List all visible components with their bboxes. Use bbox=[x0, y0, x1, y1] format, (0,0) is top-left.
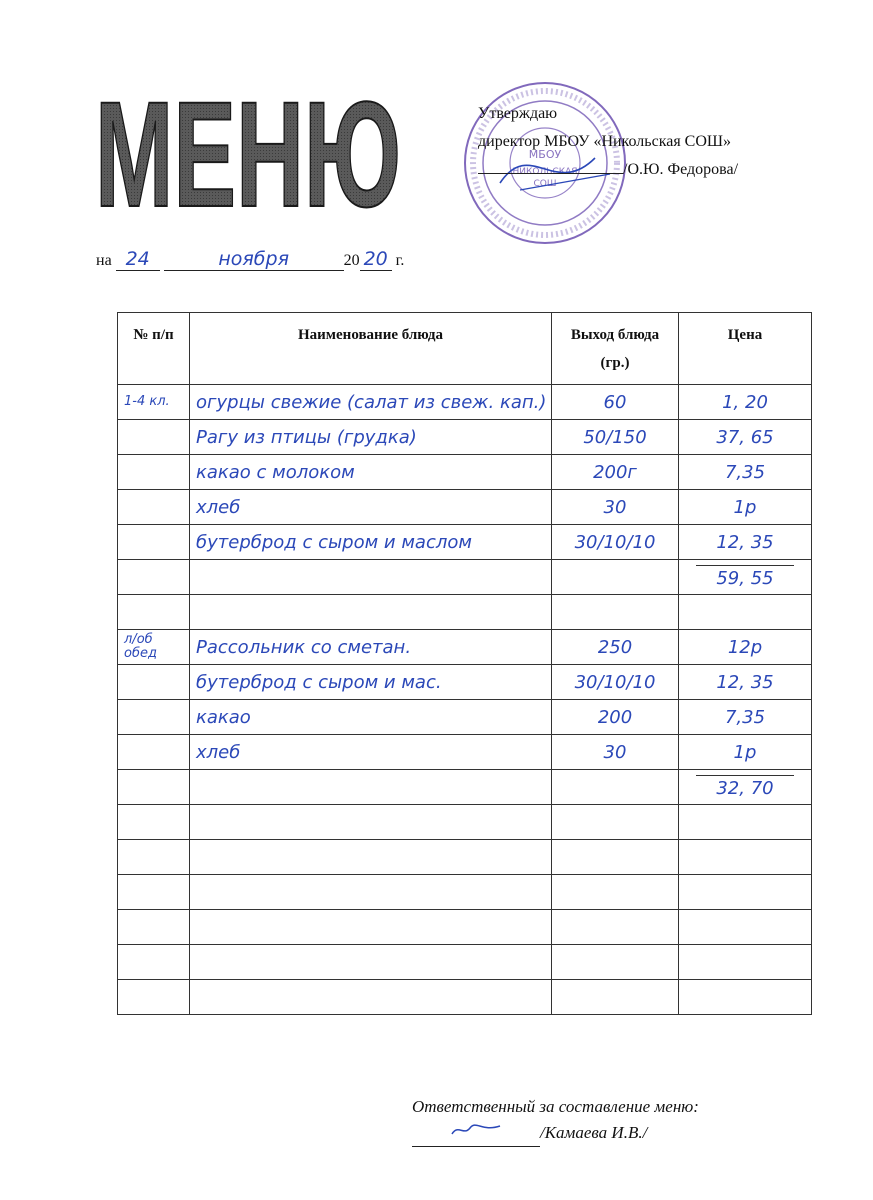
cell-yield: 200г bbox=[552, 455, 679, 490]
cell-yield: 50/150 bbox=[552, 420, 679, 455]
date-day: 24 bbox=[116, 248, 160, 271]
cell-price: 7,35 bbox=[679, 455, 812, 490]
cell-yield: 30 bbox=[552, 490, 679, 525]
cell-num bbox=[118, 595, 190, 630]
table-row bbox=[118, 805, 812, 840]
table-row bbox=[118, 595, 812, 630]
menu-table bbox=[117, 312, 812, 1015]
cell-name: какао с молоком bbox=[190, 455, 552, 490]
table-row bbox=[118, 910, 812, 945]
responsible-signature bbox=[412, 1120, 540, 1147]
cell-yield bbox=[552, 840, 679, 875]
table-row bbox=[118, 700, 812, 735]
approval-signature-line bbox=[478, 156, 838, 184]
cell-yield bbox=[552, 910, 679, 945]
signature-blank bbox=[478, 159, 623, 174]
cell-name bbox=[190, 595, 552, 630]
responsible-label: Ответственный за составление меню: bbox=[412, 1097, 699, 1116]
cell-name: хлеб bbox=[190, 490, 552, 525]
table-row bbox=[118, 385, 812, 420]
cell-price bbox=[679, 980, 812, 1015]
cell-yield bbox=[552, 595, 679, 630]
cell-name: хлеб bbox=[190, 735, 552, 770]
cell-yield bbox=[552, 560, 679, 595]
cell-price: 1р bbox=[679, 735, 812, 770]
cell-yield bbox=[552, 770, 679, 805]
cell-num bbox=[118, 525, 190, 560]
table-row bbox=[118, 665, 812, 700]
date-year-suffix: 20 bbox=[360, 248, 392, 271]
cell-yield bbox=[552, 805, 679, 840]
table-row bbox=[118, 455, 812, 490]
table-row bbox=[118, 980, 812, 1015]
menu-table-body bbox=[118, 385, 812, 1015]
table-row bbox=[118, 875, 812, 910]
cell-price bbox=[679, 805, 812, 840]
cell-num bbox=[118, 735, 190, 770]
date-suffix: г. bbox=[395, 252, 405, 269]
table-row bbox=[118, 945, 812, 980]
cell-num bbox=[118, 665, 190, 700]
cell-name: огурцы свежие (салат из свеж. кап.) bbox=[190, 385, 552, 420]
cell-price bbox=[679, 910, 812, 945]
table-row bbox=[118, 735, 812, 770]
cell-yield: 30/10/10 bbox=[552, 525, 679, 560]
cell-price: 12р bbox=[679, 630, 812, 665]
date-month: ноября bbox=[164, 248, 344, 271]
table-header-row bbox=[118, 313, 812, 385]
header-price: Цена bbox=[679, 313, 812, 385]
menu-date bbox=[96, 248, 404, 271]
responsible-signature-line bbox=[412, 1120, 699, 1147]
cell-price: 7,35 bbox=[679, 700, 812, 735]
cell-num bbox=[118, 455, 190, 490]
cell-price bbox=[679, 595, 812, 630]
cell-num bbox=[118, 805, 190, 840]
header-yield: Выход блюда (гр.) bbox=[552, 313, 679, 385]
table-row bbox=[118, 630, 812, 665]
cell-num: 1-4 кл. bbox=[118, 385, 190, 420]
cell-name bbox=[190, 560, 552, 595]
cell-yield bbox=[552, 875, 679, 910]
title-letters: МЕНЮ bbox=[95, 84, 401, 214]
cell-total: 32, 70 bbox=[696, 775, 793, 799]
table-row bbox=[118, 525, 812, 560]
approval-title: Утверждаю bbox=[478, 105, 558, 122]
approval-position: директор МБОУ «Никольская СОШ» bbox=[478, 133, 732, 150]
cell-num bbox=[118, 945, 190, 980]
cell-num bbox=[118, 910, 190, 945]
cell-yield bbox=[552, 945, 679, 980]
cell-yield bbox=[552, 980, 679, 1015]
cell-name bbox=[190, 805, 552, 840]
cell-name bbox=[190, 770, 552, 805]
table-row bbox=[118, 490, 812, 525]
cell-name: бутерброд с сыром и мас. bbox=[190, 665, 552, 700]
table-row bbox=[118, 560, 812, 595]
table-row bbox=[118, 420, 812, 455]
date-year-prefix: 20 bbox=[343, 252, 360, 269]
cell-yield: 30/10/10 bbox=[552, 665, 679, 700]
date-prefix: на bbox=[96, 252, 112, 269]
cell-price: 37, 65 bbox=[679, 420, 812, 455]
cell-yield: 200 bbox=[552, 700, 679, 735]
cell-name: Рассольник со сметан. bbox=[190, 630, 552, 665]
cell-yield: 60 bbox=[552, 385, 679, 420]
table-row bbox=[118, 770, 812, 805]
cell-yield: 250 bbox=[552, 630, 679, 665]
cell-price bbox=[679, 840, 812, 875]
cell-price bbox=[679, 560, 812, 595]
cell-num: л/об обед bbox=[118, 630, 190, 665]
cell-num bbox=[118, 490, 190, 525]
table-row bbox=[118, 840, 812, 875]
svg-text:МБОУ: МБОУ bbox=[528, 148, 562, 161]
svg-text:НИКОЛЬСКАЯ: НИКОЛЬСКАЯ bbox=[512, 167, 578, 177]
cell-name bbox=[190, 910, 552, 945]
responsible-block bbox=[412, 1094, 699, 1147]
cell-price: 1, 20 bbox=[679, 385, 812, 420]
responsible-name: /Камаева И.В./ bbox=[540, 1123, 648, 1142]
header-num: № п/п bbox=[118, 313, 190, 385]
cell-name bbox=[190, 840, 552, 875]
header-name: Наименование блюда bbox=[190, 313, 552, 385]
cell-num bbox=[118, 840, 190, 875]
cell-name: Рагу из птицы (грудка) bbox=[190, 420, 552, 455]
cell-price bbox=[679, 875, 812, 910]
cell-name bbox=[190, 875, 552, 910]
cell-yield: 30 bbox=[552, 735, 679, 770]
cell-price bbox=[679, 945, 812, 980]
cell-price bbox=[679, 770, 812, 805]
cell-num bbox=[118, 980, 190, 1015]
approval-block bbox=[478, 100, 838, 184]
cell-num bbox=[118, 420, 190, 455]
approval-name: /О.Ю. Федорова/ bbox=[623, 161, 739, 178]
cell-price: 12, 35 bbox=[679, 525, 812, 560]
cell-num bbox=[118, 770, 190, 805]
cell-num bbox=[118, 875, 190, 910]
cell-price: 12, 35 bbox=[679, 665, 812, 700]
cell-name bbox=[190, 945, 552, 980]
cell-total: 59, 55 bbox=[696, 565, 793, 589]
cell-name bbox=[190, 980, 552, 1015]
page-title bbox=[92, 84, 404, 214]
cell-name: бутерброд с сыром и маслом bbox=[190, 525, 552, 560]
cell-num bbox=[118, 700, 190, 735]
svg-text:СОШ: СОШ bbox=[533, 179, 557, 189]
cell-price: 1р bbox=[679, 490, 812, 525]
cell-num bbox=[118, 560, 190, 595]
cell-name: какао bbox=[190, 700, 552, 735]
